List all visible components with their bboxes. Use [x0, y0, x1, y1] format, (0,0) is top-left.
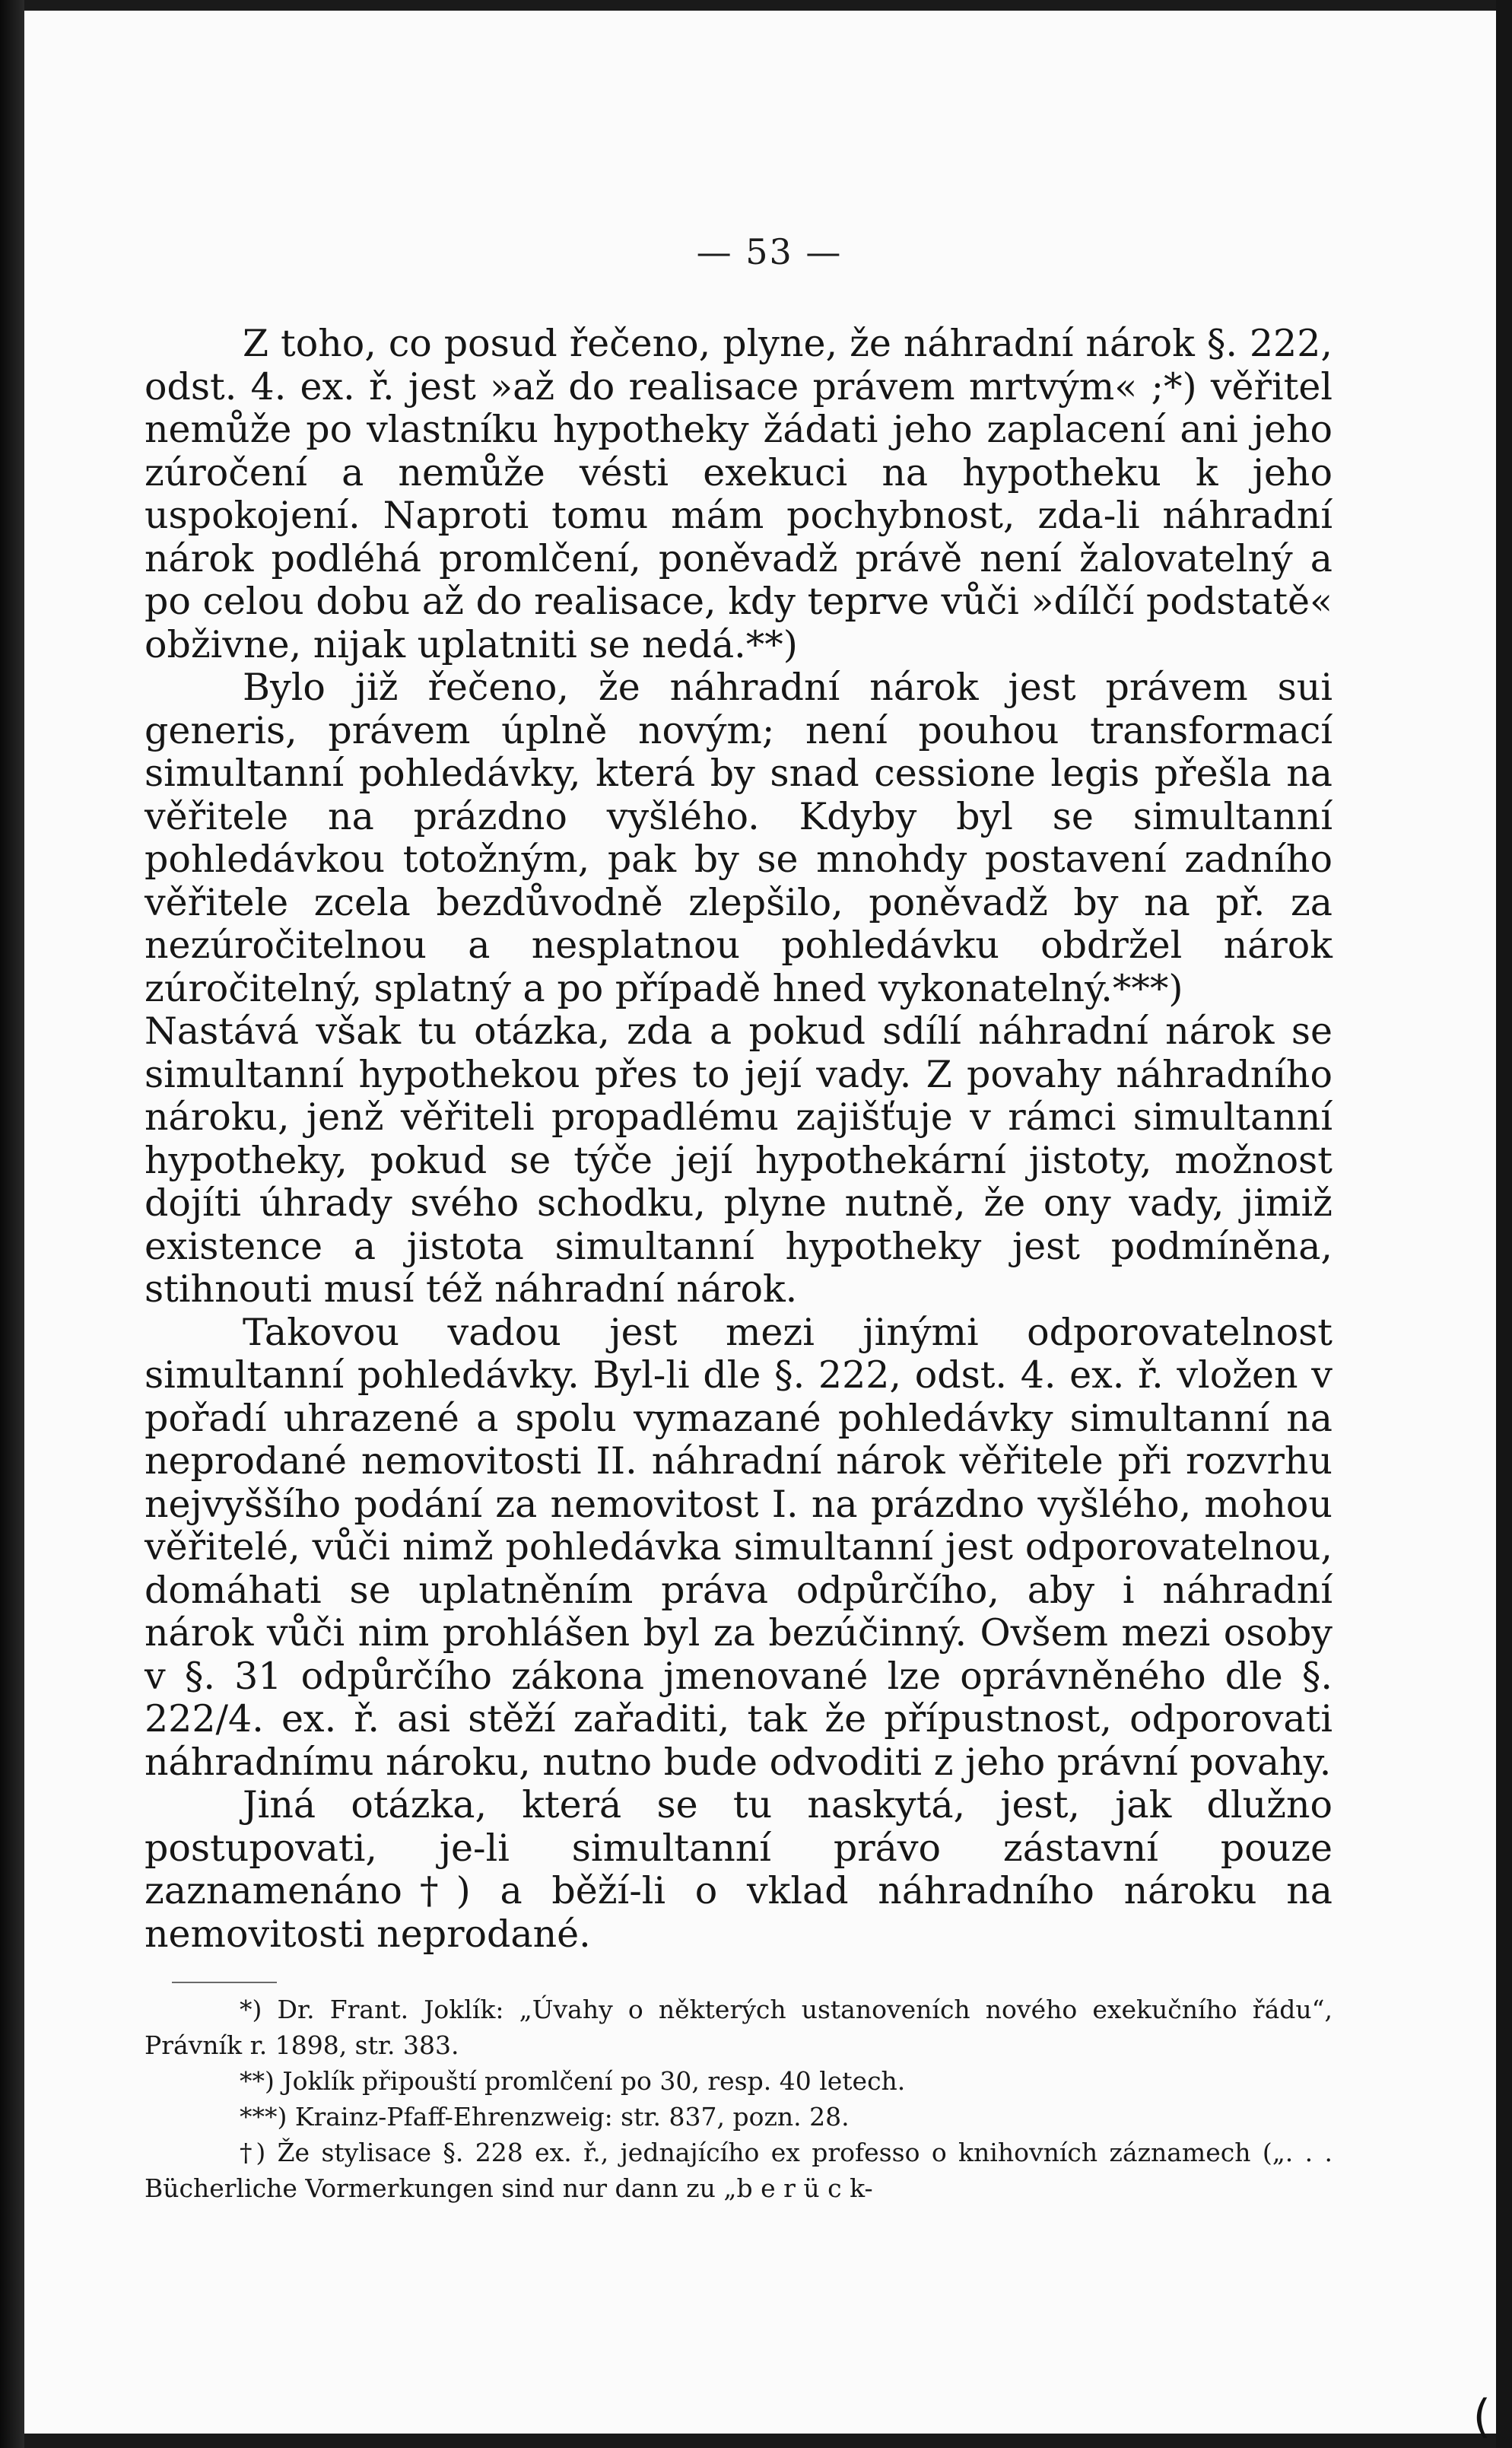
paragraph-1: Z toho, co posud řečeno, plyne, že náhradní nárok §. 222, odst. 4. ex. ř. jest »až do realisace právem mrtvým« ;*) věřitel nemůže po vlastníku hypotheky žádati jeho zaplacení ani jeho zúročení a nemůže vésti exekuci na hypotheku k jeho uspokojení. Naproti tomu mám pochybnost, zda-li náhradní nárok podléhá promlčení, poněvadž právě není žalovatelný a po celou dobu až do realisace, kdy teprve vůči »dílčí podstatě« obživne, nijak uplatniti se nedá.**)	[145, 322, 1333, 666]
paragraph-4: Takovou vadou jest mezi jinými odporovatelnost simultanní pohledávky. Byl-li dle §. 222, odst. 4. ex. ř. vložen v pořadí uhrazené a spolu vymazané pohledávky simultanní na neprodané nemovitosti II. náhradní nárok věřitele při rozvrhu nejvyššího podání za nemovitost I. na prázdno vyšlého, mohou věřitelé, vůči nimž pohledávka simultanní jest odporovatelnou, domáhati se uplatněním práva odpůrčího, aby i náhradní nárok vůči nim prohlášen byl za bezúčinný. Ovšem mezi osoby v §. 31 odpůrčího zákona jmenované lze oprávněného dle §. 222/4. ex. ř. asi stěží zařaditi, tak že přípustnost, odporovati náhradnímu nároku, nutno bude odvoditi z jeho právní povahy.	[145, 1310, 1333, 1784]
footnote-1: *) Dr. Frant. Joklík: „Úvahy o některých ustanoveních nového exekučního řádu“, Právník r. 1898, str. 383.	[145, 1995, 1333, 2060]
page-number: — 53 —	[696, 231, 843, 272]
footnote-4: †) Že stylisace §. 228 ex. ř., jednajícího ex professo o knihovních záznamech („. . . Bücherliche Vormerkungen sind nur dann zu „b e r ü c k-	[145, 2138, 1333, 2203]
paragraph-5: Jiná otázka, která se tu naskytá, jest, jak dlužno postupovati, je-li simultanní právo zástavní pouze zaznamenáno†) a běží-li o vklad náhradního nároku na nemovitosti neprodané.	[145, 1783, 1333, 1956]
corner-mark: (	[1472, 2390, 1491, 2443]
paragraph-2: Bylo již řečeno, že náhradní nárok jest právem sui generis, právem úplně novým; není pouhou transformací simultanní pohledávky, která by snad cessione legis přešla na věřitele na prázdno vyšlého. Kdyby byl se simultanní pohledávkou totožným, pak by se mnohdy postavení zadního věřitele zcela bezdůvodně zlepšilo, poněvadž by na př. za nezúročitelnou a nesplatnou pohledávku obdržel nárok zúročitelný, splatný a po případě hned vykonatelný.***)	[145, 666, 1333, 1010]
scan-right-edge	[1496, 0, 1512, 2448]
footnote-divider	[172, 1982, 277, 1983]
paragraph-3: Nastává však tu otázka, zda a pokud sdílí náhradní nárok se simultanní hypothekou přes to její vady. Z povahy náhradního nároku, jenž věřiteli propadlému zajišťuje v rámci simultanní hypotheky, pokud se týče její hypothekární jistoty, možnost dojíti úhrady svého schodku, plyne nutně, že ony vady, jimiž existence a jistota simultanní hypotheky jest podmíněna, stihnouti musí též náhradní nárok.	[145, 1009, 1333, 1311]
footnotes	[145, 1992, 1333, 2206]
scan-left-shadow	[0, 0, 24, 2448]
footnote-2: **) Joklík připouští promlčení po 30, resp. 40 letech.	[240, 2066, 906, 2096]
page-scan	[24, 11, 1496, 2434]
main-text	[145, 323, 1333, 1956]
footnote-3: ***) Krainz-Pfaff-Ehrenzweig: str. 837, pozn. 28.	[240, 2102, 850, 2132]
